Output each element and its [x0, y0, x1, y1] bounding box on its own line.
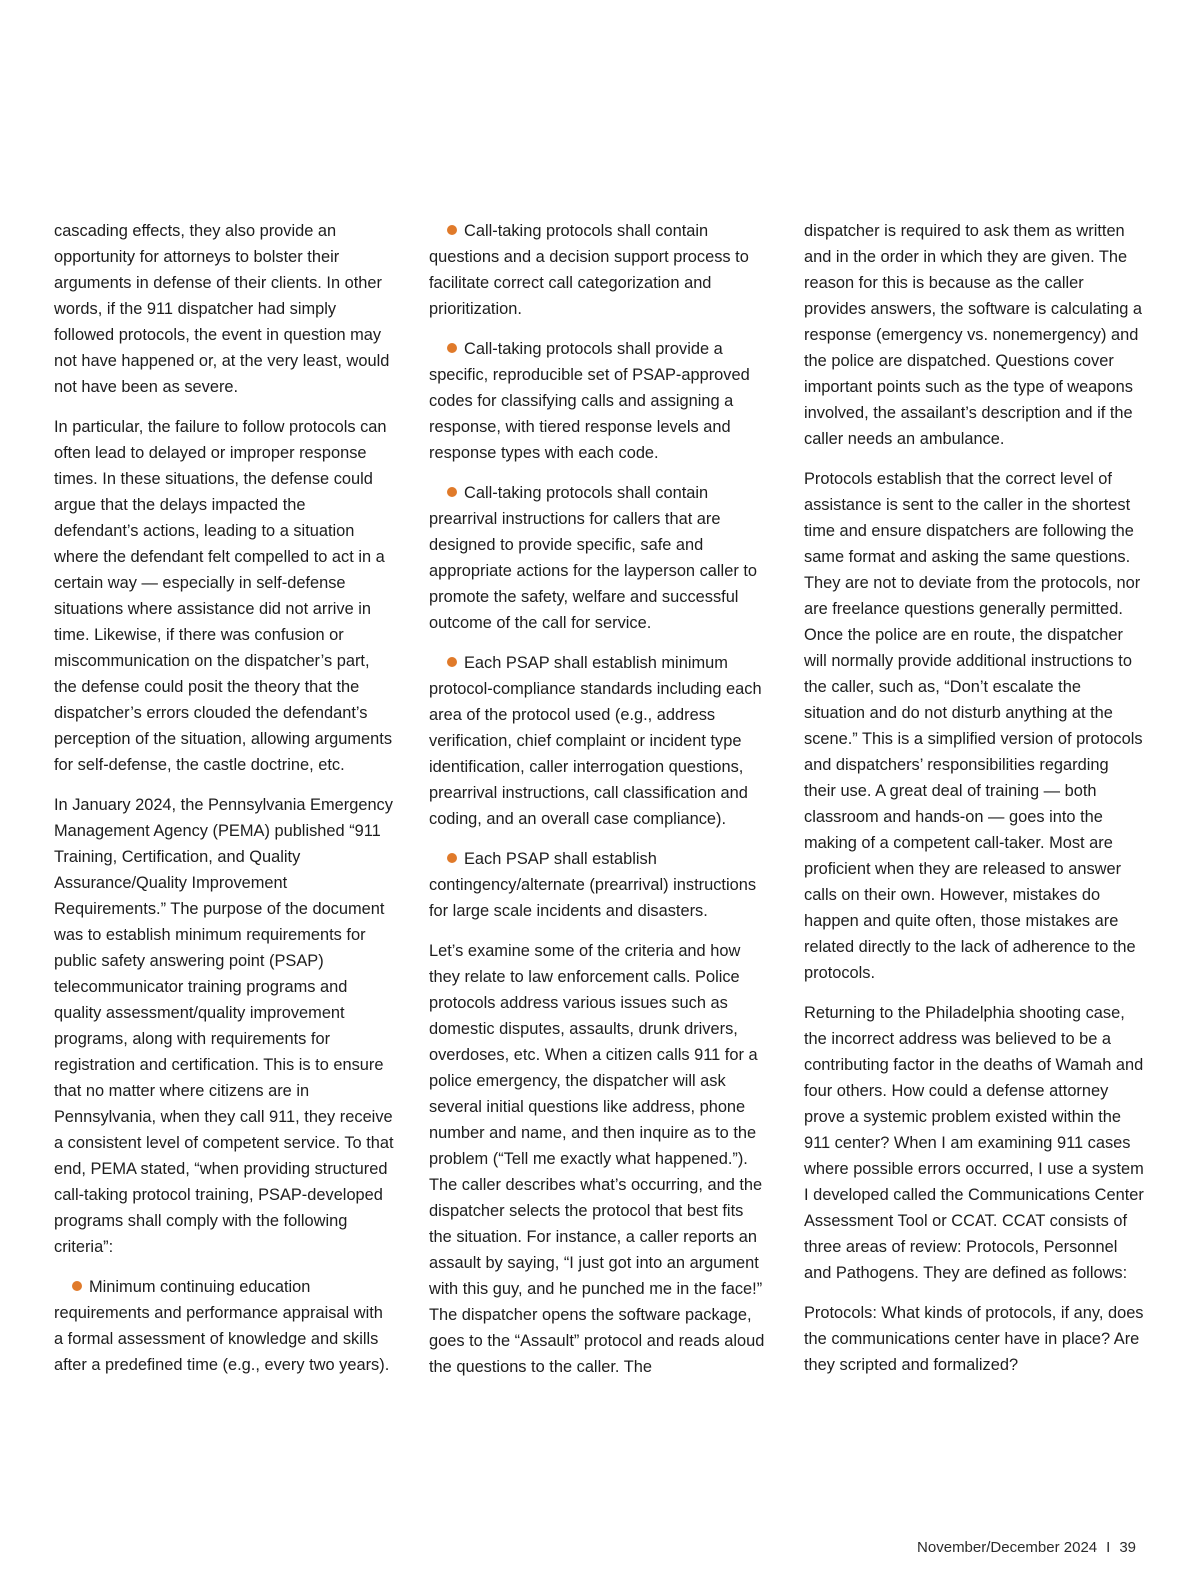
paragraph: Let’s examine some of the criteria and how they relate to law enforcement calls. Police protocols address various issues such as domestic disputes, assaults, drunk drivers, overdoses, etc. When a citizen calls 911 for a police emergency, the dispatcher will ask several initial questions like address, phone number and name, and then inquire as to the problem (“Tell me exactly what happened.”). The caller describes what’s occurring, and the dispatcher selects the protocol that best fits the situation. For instance, a caller reports an assault by saying, “I just got into an argument with this guy, and he punched me in the face!” The dispatcher opens the software package, goes to the “Assault” protocol and reads aloud the questions to the caller. The: [429, 942, 765, 1376]
paragraph: Protocols establish that the correct level of assistance is sent to the caller in the shortest time and ensure dispatchers are following the same format and asking the same questions. They are not to deviate from the protocols, nor are freelance questions generally permitted. Once the police are en route, the dispatcher will normally provide additional instructions to the caller, such as, “Don’t escalate the situation and do not disturb anything at the scene.” This is a simplified version of protocols and dispatchers’ responsibilities regarding their use. A great deal of training — both classroom and hands-on — goes into the making of a competent call-taker. Most are proficient when they are released to answer calls on their own. However, mistakes do happen and quite often, those mistakes are related directly to the lack of adherence to the protocols.: [804, 470, 1143, 982]
bullet-dot-icon: [447, 225, 457, 235]
bullet-text: Each PSAP shall establish contingency/alternate (prearrival) instructions for large scale incidents and disasters.: [429, 850, 757, 920]
paragraph: Protocols: What kinds of protocols, if any, does the communications center have in place? Are they scripted and formalized?: [804, 1304, 1144, 1374]
bullet-dot-icon: [447, 487, 457, 497]
issue-date: November/December 2024: [917, 1539, 1098, 1556]
bullet-item: [429, 480, 769, 636]
bullet-dot-icon: [447, 343, 457, 353]
bullet-item: [429, 650, 769, 832]
bullet-text: Call-taking protocols shall provide a specific, reproducible set of PSAP-approved codes for classifying calls and assigning a response, with tiered response levels and response types with each code.: [429, 340, 750, 462]
footer-separator: I: [1106, 1539, 1111, 1556]
page-number: 39: [1119, 1539, 1136, 1556]
paragraph: In particular, the failure to follow protocols can often lead to delayed or improper response times. In these situations, the defense could argue that the delays impacted the defendant’s actions, leading to a situation where the defendant felt compelled to act in a certain way — especially in self-defense situations where assistance did not arrive in time. Likewise, if there was confusion or miscommunication on the dispatcher’s part, the defense could posit the theory that the dispatcher’s errors clouded the defendant’s perception of the situation, allowing arguments for self-defense, the castle doctrine, etc.: [54, 418, 393, 774]
bullet-text: Call-taking protocols shall contain prearrival instructions for callers that are designed to provide specific, safe and appropriate actions for the layperson caller to promote the safety, welfare and successful outcome of the call for service.: [429, 484, 757, 632]
bullet-text: Each PSAP shall establish minimum protocol-compliance standards including each area of the protocol used (e.g., address verification, chief complaint or incident type identification, caller interrogation questions, prearrival instructions, call classification and coding, and an overall case compliance).: [429, 654, 762, 828]
bullet-item: [429, 846, 769, 924]
column-2: [429, 218, 769, 1394]
bullet-dot-icon: [447, 853, 457, 863]
paragraph: Returning to the Philadelphia shooting case, the incorrect address was believed to be a contributing factor in the deaths of Wamah and four others. How could a defense attorney prove a systemic problem existed within the 911 center? When I am examining 911 cases where possible errors occurred, I use a system I developed called the Communications Center Assessment Tool or CCAT. CCAT consists of three areas of review: Protocols, Personnel and Pathogens. They are defined as follows:: [804, 1004, 1144, 1282]
bullet-item: [429, 336, 769, 466]
paragraph: cascading effects, they also provide an opportunity for attorneys to bolster their arguments in defense of their clients. In other words, if the 911 dispatcher had simply followed protocols, the event in question may not have happened or, at the very least, would not have been as severe.: [54, 222, 390, 396]
paragraph: In January 2024, the Pennsylvania Emergency Management Agency (PEMA) published “911 Training, Certification, and Quality Assurance/Quality Improvement Requirements.” The purpose of the document was to establish minimum requirements for public safety answering point (PSAP) telecommunicator training programs and quality assessment/quality improvement programs, along with requirements for registration and certification. This is to ensure that no matter where citizens are in Pennsylvania, when they call 911, they receive a consistent level of competent service. To that end, PEMA stated, “when providing structured call-taking protocol training, PSAP-developed programs shall comply with the following criteria”:: [54, 796, 394, 1256]
bullet-text: Minimum continuing education requirements and performance appraisal with a formal assessment of knowledge and skills after a predefined time (e.g., every two years).: [54, 1278, 390, 1374]
column-3: [804, 218, 1144, 1392]
bullet-dot-icon: [72, 1281, 82, 1291]
bullet-text: Call-taking protocols shall contain questions and a decision support process to facilitate correct call categorization and prioritization.: [429, 222, 749, 318]
bullet-dot-icon: [447, 657, 457, 667]
paragraph: dispatcher is required to ask them as written and in the order in which they are given. The reason for this is because as the caller provides answers, the software is calculating a response (emergency vs. nonemergency) and the police are dispatched. Questions cover important points such as the type of weapons involved, the assailant’s description and if the caller needs an ambulance.: [804, 222, 1142, 448]
bullet-item: [54, 1274, 394, 1378]
column-1: [54, 218, 394, 1392]
page-footer: [917, 1538, 1136, 1558]
bullet-item: [429, 218, 769, 322]
